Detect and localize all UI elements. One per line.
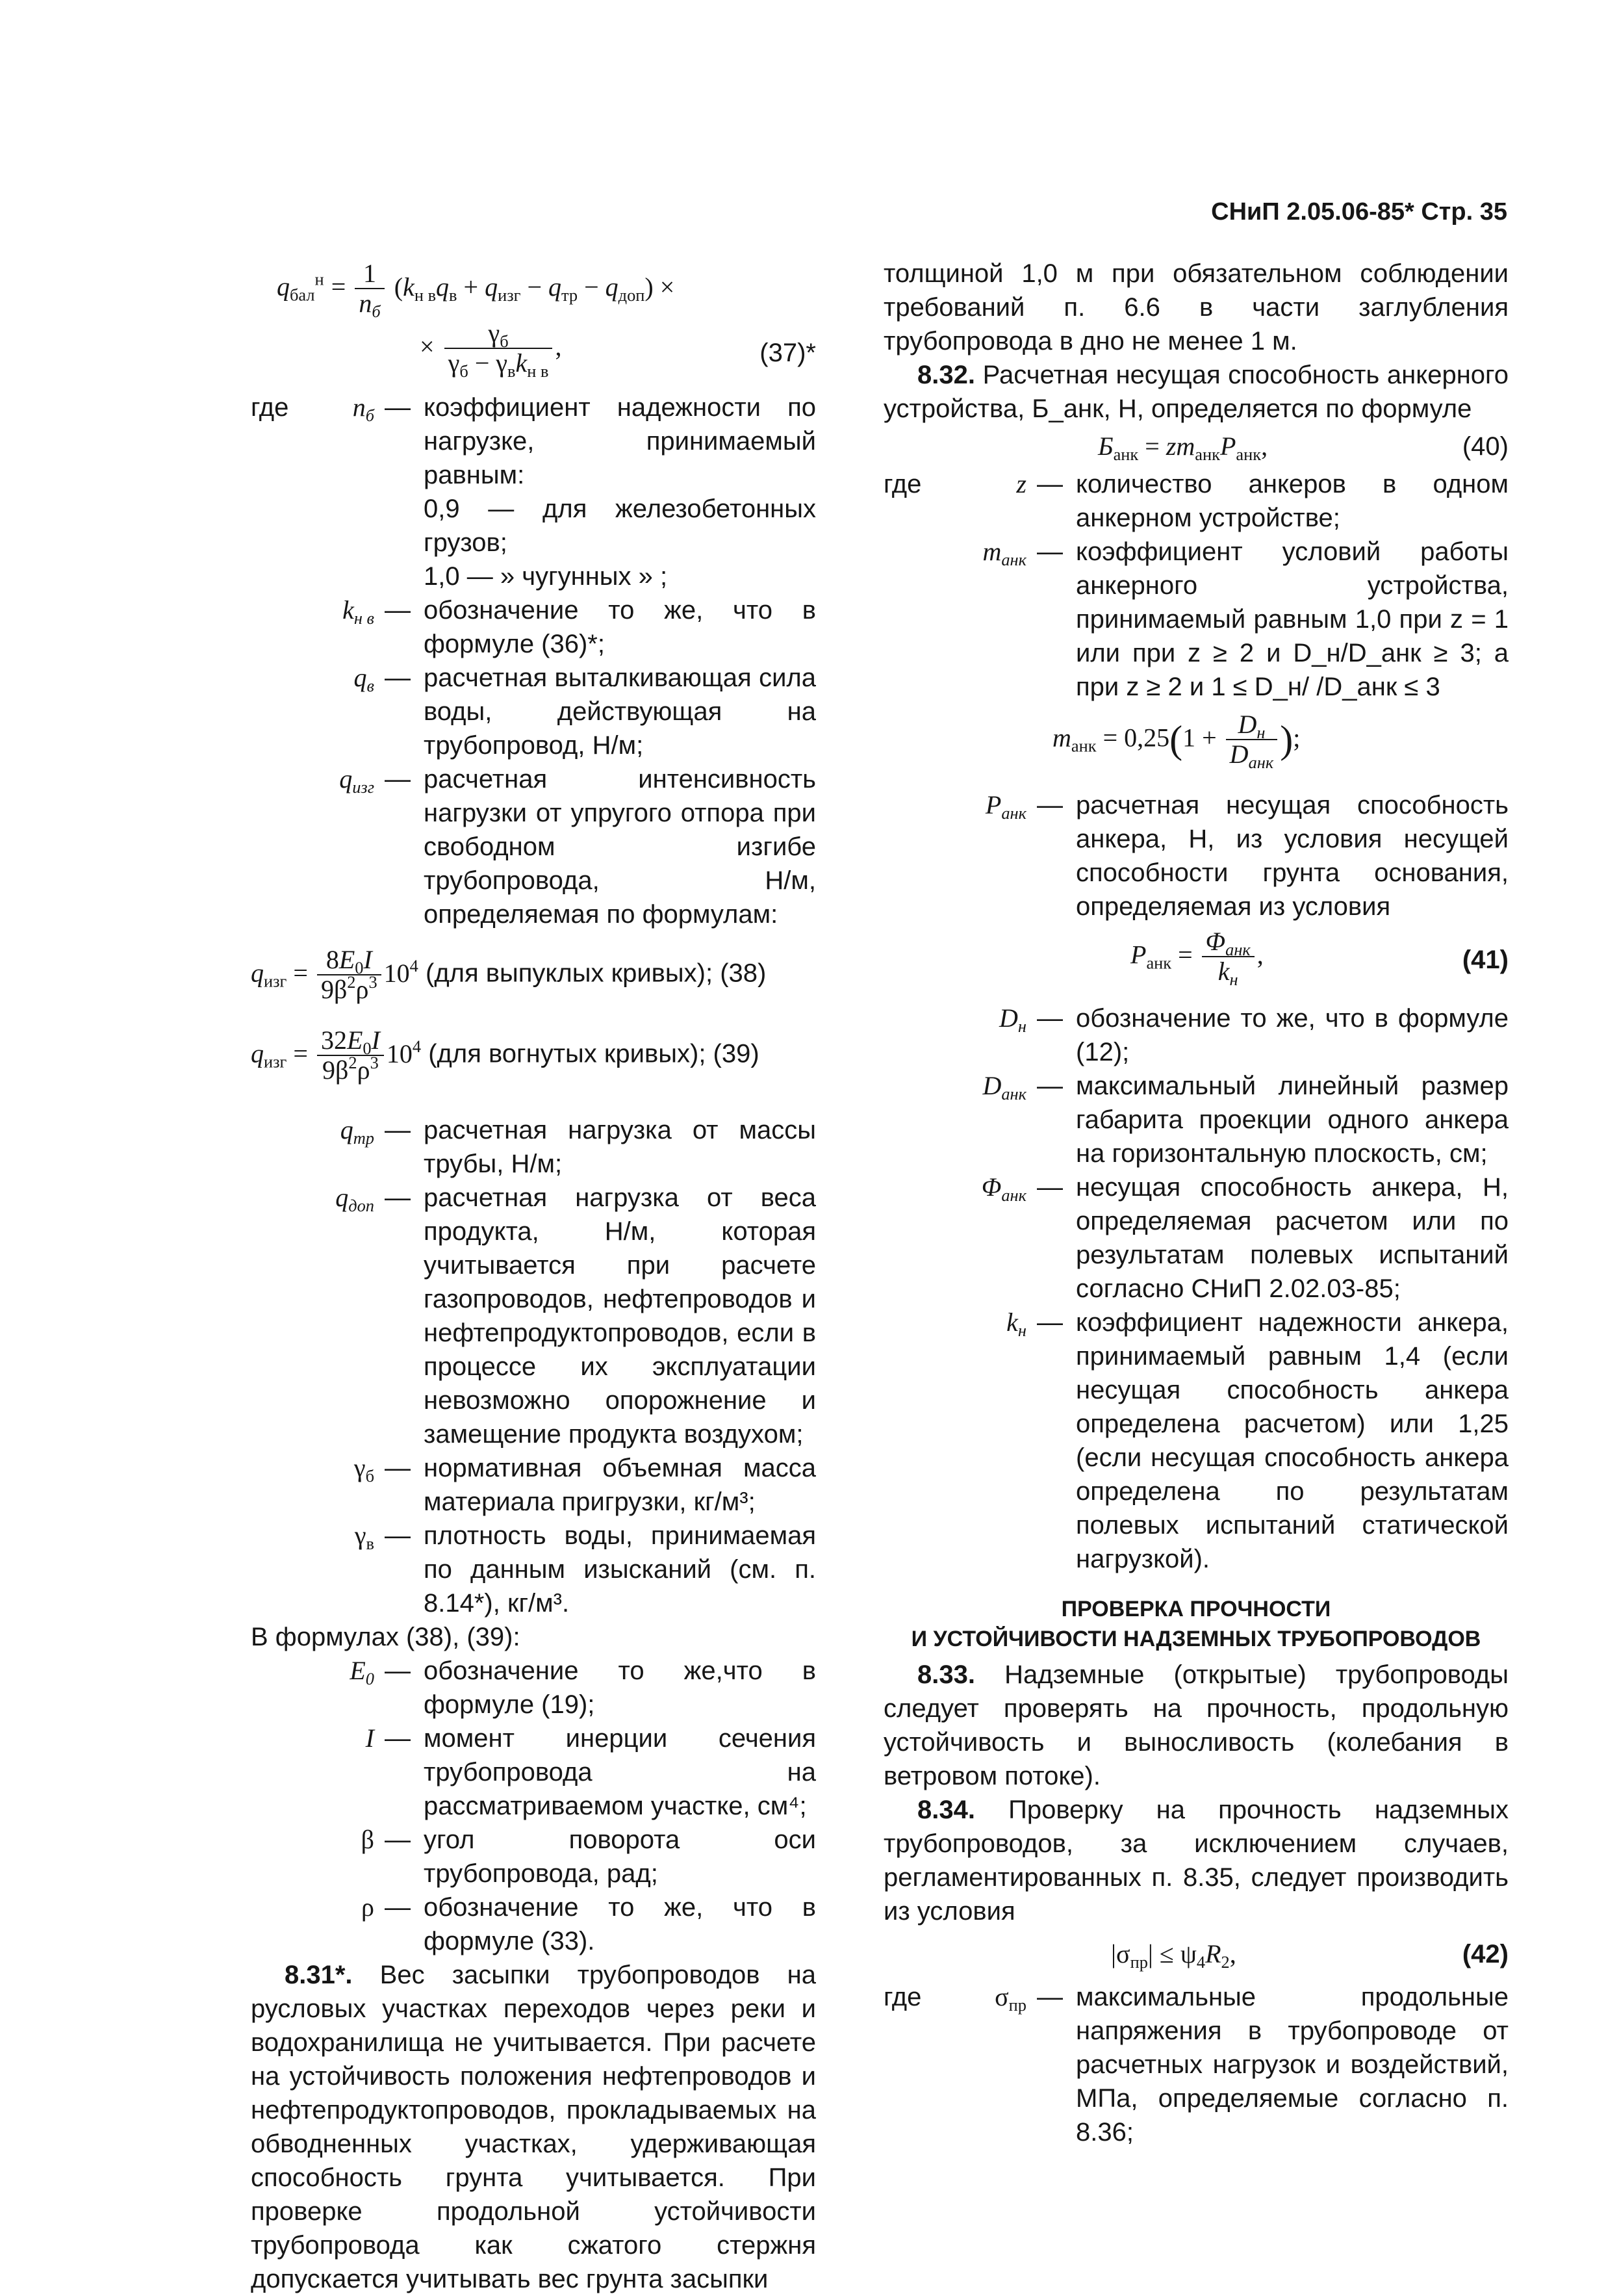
where-label: где <box>884 1983 922 2011</box>
symbol-n-b: $n_б$ <box>352 393 374 425</box>
definition-text: 0,9 — для железобетонных грузов; <box>424 495 816 557</box>
definition-text: плотность воды, принимаемая по данным изысканий (см. п. 8.14*), кг/м³. <box>424 1521 816 1618</box>
definition-text: обозначение то же,что в формуле (19); <box>424 1657 816 1719</box>
definitions-37 <box>251 391 816 931</box>
definition-text: коэффициент надежности по нагрузке, принимаемый равным: <box>424 393 816 489</box>
symbol-q-tr: $q_{тр}$ <box>340 1115 374 1148</box>
definition-item: $q_в$ — расчетная выталкивающая сила воды, действующая на трубопровод, Н/м; <box>251 661 816 762</box>
definition-item: $D_н$ — обозначение то же, что в формуле (12); <box>884 1001 1509 1069</box>
heading-line-1: ПРОВЕРКА ПРОЧНОСТИ <box>1061 1597 1331 1621</box>
symbol-q-dop: $q_{доп}$ <box>335 1183 374 1215</box>
symbol-gamma-b: $\gamma_б$ <box>353 1453 374 1486</box>
definition-item: $k_{н в}$ — обозначение то же, что в формуле (36)*; <box>251 593 816 661</box>
definitions-38-39 <box>251 1654 816 1958</box>
symbol-d-ank: $D_{анк}$ <box>982 1071 1026 1103</box>
definition-text: обозначение то же, что в формуле (33). <box>424 1893 816 1955</box>
definition-item: $\Phi_{анк}$ — несущая способность анкера, Н, определяемая расчетом или по результатам полевых испытаний согласно СНиП 2.02.03-85; <box>884 1170 1509 1306</box>
right-column <box>884 257 1509 2149</box>
symbol-k-n: $k_н$ <box>1006 1308 1026 1340</box>
symbol-beta: β <box>361 1825 374 1854</box>
symbol-phi-ank: $\Phi_{анк}$ <box>981 1172 1026 1205</box>
left-column <box>251 257 816 2296</box>
where-label: где <box>884 470 922 498</box>
definition-item: $q_{доп}$ — расчетная нагрузка от веса продукта, Н/м, которая учитывается при расчете газопроводов, нефтепроводов и нефтепродуктопроводов, если в процессе их эксплуатации невозможно опорожнение и замещение продукта воздухом; <box>251 1181 816 1451</box>
formula-42-number: (42) <box>1462 1940 1509 1968</box>
symbol-rho: ρ <box>361 1892 374 1922</box>
paragraph-text: Надземные (открытые) трубопроводы следует проверять на прочность, продольную устойчивость и выносливость (колебания в ветровом потоке). <box>884 1660 1509 1790</box>
definitions-41 <box>884 1001 1509 1576</box>
definition-item: где $n_б$ — коэффициент надежности по нагрузке, принимаемый равным: <box>251 391 816 492</box>
paragraph-number: 8.32. <box>917 361 975 389</box>
definition-text: максимальный линейный размер габарита проекции одного анкера на горизонтальную плоскость, см; <box>1076 1072 1509 1168</box>
paragraph-8-32 <box>884 358 1509 426</box>
definition-text: количество анкеров в одном анкерном устройстве; <box>1076 470 1509 532</box>
definitions-39 <box>251 1113 816 1620</box>
symbol-i: I <box>365 1723 374 1753</box>
paragraph-text: Вес засыпки трубопроводов на русловых участках переходов через реки и водохранилища не учитывается. При расчете на устойчивость положения нефтепроводов и нефтепродуктопроводов, прокладываемых на обводненных участках, удерживающая способность грунта учитывается. При проверке продольной устойчивости трубопровода как сжатого стержня допускается учитывать вес грунта засыпки <box>251 1961 816 2293</box>
definitions-p-ank <box>884 788 1509 923</box>
definition-item: β — угол поворота оси трубопровода, рад; <box>251 1823 816 1890</box>
definition-text: расчетная нагрузка от веса продукта, Н/м, которая учитывается при расчете газопроводов, нефтепроводов и нефтепродуктопроводов, если в процессе их эксплуатации невозможно опорожнение и замещение продукта воздухом; <box>424 1183 816 1449</box>
definition-text: 1,0 — » чугунных » ; <box>424 562 668 591</box>
formula-39: $q_{изг}$ = $\frac{32E_0I}{9\beta^2\rho^3}$ $10^4$ (для вогнутых кривых); (39) <box>251 1025 759 1085</box>
paragraph-8-33 <box>884 1658 1509 1793</box>
definition-text: обозначение то же, что в формуле (12); <box>1076 1004 1509 1066</box>
definition-item: $\gamma_б$ — нормативная объемная масса материала пригрузки, кг/м³; <box>251 1451 816 1519</box>
formula-40-number: (40) <box>1462 432 1509 461</box>
definition-item: $P_{анк}$ — расчетная несущая способность анкера, Н, из условия несущей способности грунта основания, определяемая из условия <box>884 788 1509 923</box>
symbol-sigma-pr: $\sigma_{пр}$ <box>995 1982 1026 2015</box>
in-formulas-label: В формулах (38), (39): <box>251 1623 520 1651</box>
symbol-p-ank: $P_{анк}$ <box>985 790 1026 823</box>
definition-item: $q_{тр}$ — расчетная нагрузка от массы трубы, Н/м; <box>251 1113 816 1181</box>
definition-item: где $\sigma_{пр}$ — максимальные продольные напряжения в трубопроводе от расчетных нагрузок и воздействий, МПа, определяемые согласно п. 8.36; <box>884 1980 1509 2149</box>
symbol-m-ank: $m_{анк}$ <box>982 537 1026 569</box>
formula-41-number: (41) <box>1462 946 1509 974</box>
definition-item: I — момент инерции сечения трубопровода на рассматриваемом участке, см⁴; <box>251 1722 816 1823</box>
symbol-q-v: $q_в$ <box>353 663 374 695</box>
definition-text: угол поворота оси трубопровода, рад; <box>424 1825 816 1888</box>
definitions-40 <box>884 467 1509 704</box>
definition-item: $E_0$ — обозначение то же,что в формуле (19); <box>251 1654 816 1722</box>
definition-text: расчетная несущая способность анкера, Н, из условия несущей способности грунта основания, определяемая из условия <box>1076 791 1509 921</box>
formula-41: $P_{анк}$ = $\frac{\Phi_{анк}}{k_н}$ , (41) <box>1130 927 1509 989</box>
definition-text: расчетная нагрузка от массы трубы, Н/м; <box>424 1116 816 1178</box>
page-header: СНиП 2.05.06-85* Стр. 35 <box>1211 198 1507 226</box>
definition-item: $q_{изг}$ — расчетная интенсивность нагрузки от упругого отпора при свободном изгибе трубопровода, Н/м, определяемая по формулам: <box>251 762 816 931</box>
formula-37-number: (37)* <box>759 339 816 367</box>
definition-item: $D_{анк}$ — максимальный линейный размер габарита проекции одного анкера на горизонтальную плоскость, см; <box>884 1069 1509 1170</box>
symbol-gamma-v: $\gamma_в$ <box>354 1521 374 1553</box>
definition-text: коэффициент надежности анкера, принимаемый равным 1,4 (если несущая способность анкера определена расчетом) или 1,25 (если несущая способность анкера определена по результатам полевых испытаний статической нагрузкой). <box>1076 1308 1509 1573</box>
formula-42: $|\sigma_{пр}| \le \psi_4R_2$, (42) <box>884 1928 1509 1980</box>
where-label: где <box>251 393 289 422</box>
symbol-d-n: $D_н$ <box>999 1003 1026 1036</box>
definition-item: где z — количество анкеров в одном анкерном устройстве; <box>884 467 1509 535</box>
definition-text: расчетная выталкивающая сила воды, действующая на трубопровод, Н/м; <box>424 664 816 760</box>
symbol-e0: $E_0$ <box>350 1656 374 1688</box>
paragraph-number: 8.33. <box>917 1660 975 1689</box>
paragraph-number: 8.34. <box>917 1796 975 1824</box>
definition-text: нормативная объемная масса материала пригрузки, кг/м³; <box>424 1454 816 1516</box>
formula-39-caption: (для вогнутых кривых); (39) <box>428 1039 759 1068</box>
continued-text: толщиной 1,0 м при обязательном соблюдении требований п. 6.6 в части заглубления трубопровода в дно не менее 1 м. <box>884 259 1509 355</box>
formula-m-ank: $m_{анк} = 0,25(1$ + $\frac{D_н}{D_{анк}}$ ); <box>1052 710 1301 772</box>
formula-40: $Б_{анк} = zm_{анк}P_{анк}$, (40) <box>884 426 1509 467</box>
definition-item: $m_{анк}$ — коэффициент условий работы анкерного устройства, принимаемый равным 1,0 при z = 1 или при z ≥ 2 и D_н/D_анк ≥ 3; а при z ≥ 2 и 1 ≤ D_н/ /D_анк ≤ 3 <box>884 535 1509 704</box>
paragraph-8-31 <box>251 1958 816 2296</box>
definition-text: обозначение то же, что в формуле (36)*; <box>424 596 816 658</box>
definition-item <box>251 492 816 560</box>
definition-item: $\gamma_в$ — плотность воды, принимаемая по данным изысканий (см. п. 8.14*), кг/м³. <box>251 1519 816 1620</box>
formula-38: $q_{изг}$ = $\frac{8E_0I}{9\beta^2\rho^3}$ $10^4$ (для выпуклых кривых); (38) <box>251 945 767 1004</box>
formula-37-line2: × $\frac{\gamma_б}{\gamma_б - \gamma_вk_{н в}}$ , (37)* <box>420 318 816 381</box>
definition-item: ρ — обозначение то же, что в формуле (33). <box>251 1890 816 1958</box>
definition-text: момент инерции сечения трубопровода на рассматриваемом участке, см⁴; <box>424 1724 816 1820</box>
paragraph-text: Расчетная несущая способность анкерного устройства, Б_анк, Н, определяется по формуле <box>884 361 1509 423</box>
formula-38-caption: (для выпуклых кривых); (38) <box>426 959 767 988</box>
heading-line-2: И УСТОЙЧИВОСТИ НАДЗЕМНЫХ ТРУБОПРОВОДОВ <box>911 1627 1481 1651</box>
definition-text: максимальные продольные напряжения в трубопроводе от расчетных нагрузок и воздействий, МПа, определяемые согласно п. 8.36; <box>1076 1983 1509 2147</box>
definition-item <box>251 560 816 593</box>
definition-text: коэффициент условий работы анкерного устройства, принимаемый равным 1,0 при z = 1 или при z ≥ 2 и D_н/D_анк ≥ 3; а при z ≥ 2 и 1 ≤ D_н/ /D_анк ≤ 3 <box>1076 537 1509 701</box>
definition-text: несущая способность анкера, Н, определяемая расчетом или по результатам полевых испытаний согласно СНиП 2.02.03-85; <box>1076 1173 1509 1303</box>
paragraph-text: Проверку на прочность надземных трубопроводов, за исключением случаев, регламентированных п. 8.35, следует производить из условия <box>884 1796 1509 1926</box>
formula-37-line1: $q_{бал}^н$ = $\frac{1}{n_б}$ $(k_{н в}q_в + q_{изг} - q_{тр} - q_{доп})$ × <box>277 259 675 321</box>
symbol-z: z <box>1016 469 1026 498</box>
paragraph-number: 8.31*. <box>285 1961 353 1989</box>
symbol-q-izg: $q_{изг}$ <box>339 764 374 797</box>
definitions-42 <box>884 1980 1509 2149</box>
definition-item: $k_н$ — коэффициент надежности анкера, принимаемый равным 1,4 (если несущая способность анкера определена расчетом) или 1,25 (если несущая способность анкера определена по результатам полевых испытаний статической нагрузкой). <box>884 1306 1509 1576</box>
section-heading <box>884 1594 1509 1654</box>
symbol-k-nv: $k_{н в}$ <box>342 595 374 628</box>
paragraph-8-34 <box>884 1793 1509 1928</box>
definition-text: расчетная интенсивность нагрузки от упругого отпора при свободном изгибе трубопровода, Н/м, определяемая по формулам: <box>424 765 816 929</box>
